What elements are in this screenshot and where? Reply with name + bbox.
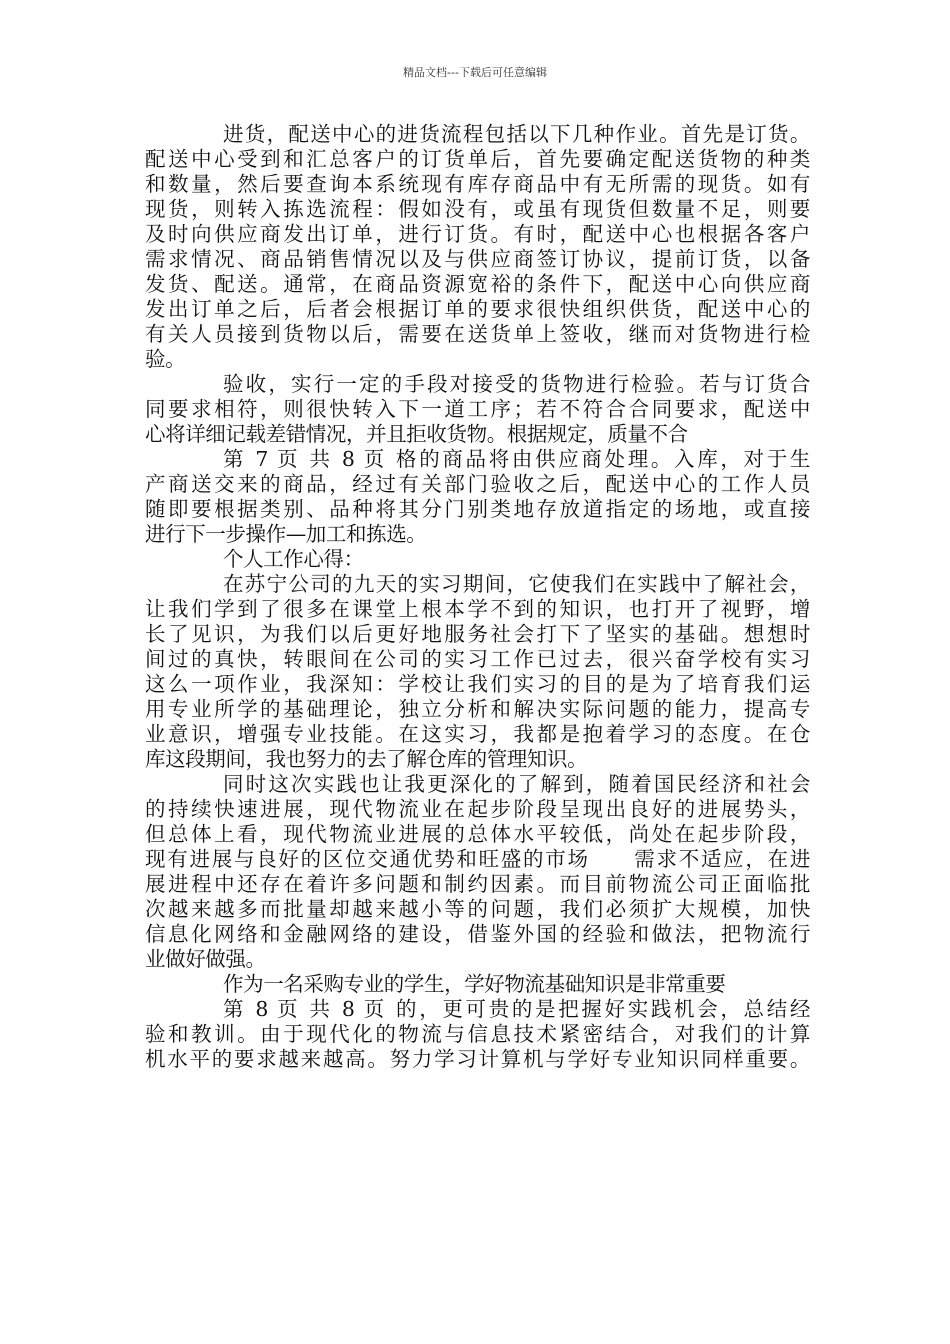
text-line: 让我们学到了很多在课堂上根本学不到的知识，也打开了视野，增	[145, 597, 810, 621]
text-line: 作为一名采购专业的学生，学好物流基础知识是非常重要	[223, 972, 726, 996]
text-line: 发货、配送。通常，在商品资源宽裕的条件下，配送中心向供应商	[145, 272, 810, 296]
text-line: 验。	[145, 347, 186, 371]
text-line: 个人工作心得：	[223, 547, 364, 571]
text-line: 第 7 页 共 8 页 格的商品将由供应商处理。入库，对于生	[223, 447, 810, 471]
text-line: 和数量，然后要查询本系统现有库存商品中有无所需的现货。如有	[145, 172, 810, 196]
text-line: 展进程中还存在着许多问题和制约因素。而目前物流公司正面临批	[145, 872, 810, 896]
text-line: 同时这次实践也让我更深化的了解到，随着国民经济和社会	[223, 772, 810, 796]
text-line: 但总体上看，现代物流业进展的总体水平较低，尚处在起步阶段，	[145, 822, 810, 846]
text-line: 进行下一步操作—加工和拣选。	[145, 522, 427, 546]
text-line: 发出订单之后，后者会根据订单的要求很快组织供货，配送中心的	[145, 297, 810, 321]
text-line: 需求情况、商品销售情况以及与供应商签订协议，提前订货，以备	[145, 247, 810, 271]
text-line: 有关人员接到货物以后，需要在送货单上签收，继而对货物进行检	[145, 322, 810, 346]
text-line: 在苏宁公司的九天的实习期间，它使我们在实践中了解社会，	[223, 572, 810, 596]
text-line: 验收，实行一定的手段对接受的货物进行检验。若与订货合	[223, 372, 810, 396]
text-line: 现货，则转入拣选流程：假如没有，或虽有现货但数量不足，则要	[145, 197, 810, 221]
text-line: 信息化网络和金融网络的建设，借鉴外国的经验和做法，把物流行	[145, 922, 810, 946]
text-line: 心将详细记载差错情况，并且拒收货物。根据规定，质量不合	[145, 422, 688, 446]
text-line: 同要求相符，则很快转入下一道工序；若不符合合同要求，配送中	[145, 397, 810, 421]
text-line: 验和教训。由于现代化的物流与信息技术紧密结合，对我们的计算	[145, 1022, 810, 1046]
text-line: 业做好做强。	[145, 947, 266, 971]
text-line: 现有进展与良好的区位交通优势和旺盛的市场 需求不适应，在进	[145, 847, 810, 871]
page-header: 精品文档---下载后可任意编辑	[403, 66, 547, 79]
text-line: 机水平的要求越来越高。努力学习计算机与学好专业知识同样重要。	[145, 1047, 810, 1071]
text-line: 产商送交来的商品，经过有关部门验收之后，配送中心的工作人员	[145, 472, 810, 496]
text-line: 及时向供应商发出订单，进行订货。有时，配送中心也根据各客户	[145, 222, 810, 246]
document-body	[145, 122, 810, 1072]
text-line: 这么一项作业，我深知：学校让我们实习的目的是为了培育我们运	[145, 672, 810, 696]
text-line: 第 8 页 共 8 页 的，更可贵的是把握好实践机会，总结经	[223, 997, 810, 1021]
text-line: 间过的真快，转眼间在公司的实习工作已过去，很兴奋学校有实习	[145, 647, 810, 671]
text-line: 用专业所学的基础理论，独立分析和解决实际问题的能力，提高专	[145, 697, 810, 721]
text-line: 次越来越多而批量却越来越小等的问题，我们必须扩大规模，加快	[145, 897, 810, 921]
text-line: 库这段期间，我也努力的去了解仓库的管理知识。	[145, 747, 588, 771]
text-line: 业意识，增强专业技能。在这实习，我都是抱着学习的态度。在仓	[145, 722, 810, 746]
text-line: 的持续快速进展，现代物流业在起步阶段呈现出良好的进展势头，	[145, 797, 810, 821]
text-line: 随即要根据类别、品种将其分门别类地存放道指定的场地，或直接	[145, 497, 810, 521]
text-line: 进货，配送中心的进货流程包括以下几种作业。首先是订货。	[223, 122, 810, 146]
text-line: 配送中心受到和汇总客户的订货单后，首先要确定配送货物的种类	[145, 147, 810, 171]
text-line: 长了见识，为我们以后更好地服务社会打下了坚实的基础。想想时	[145, 622, 810, 646]
